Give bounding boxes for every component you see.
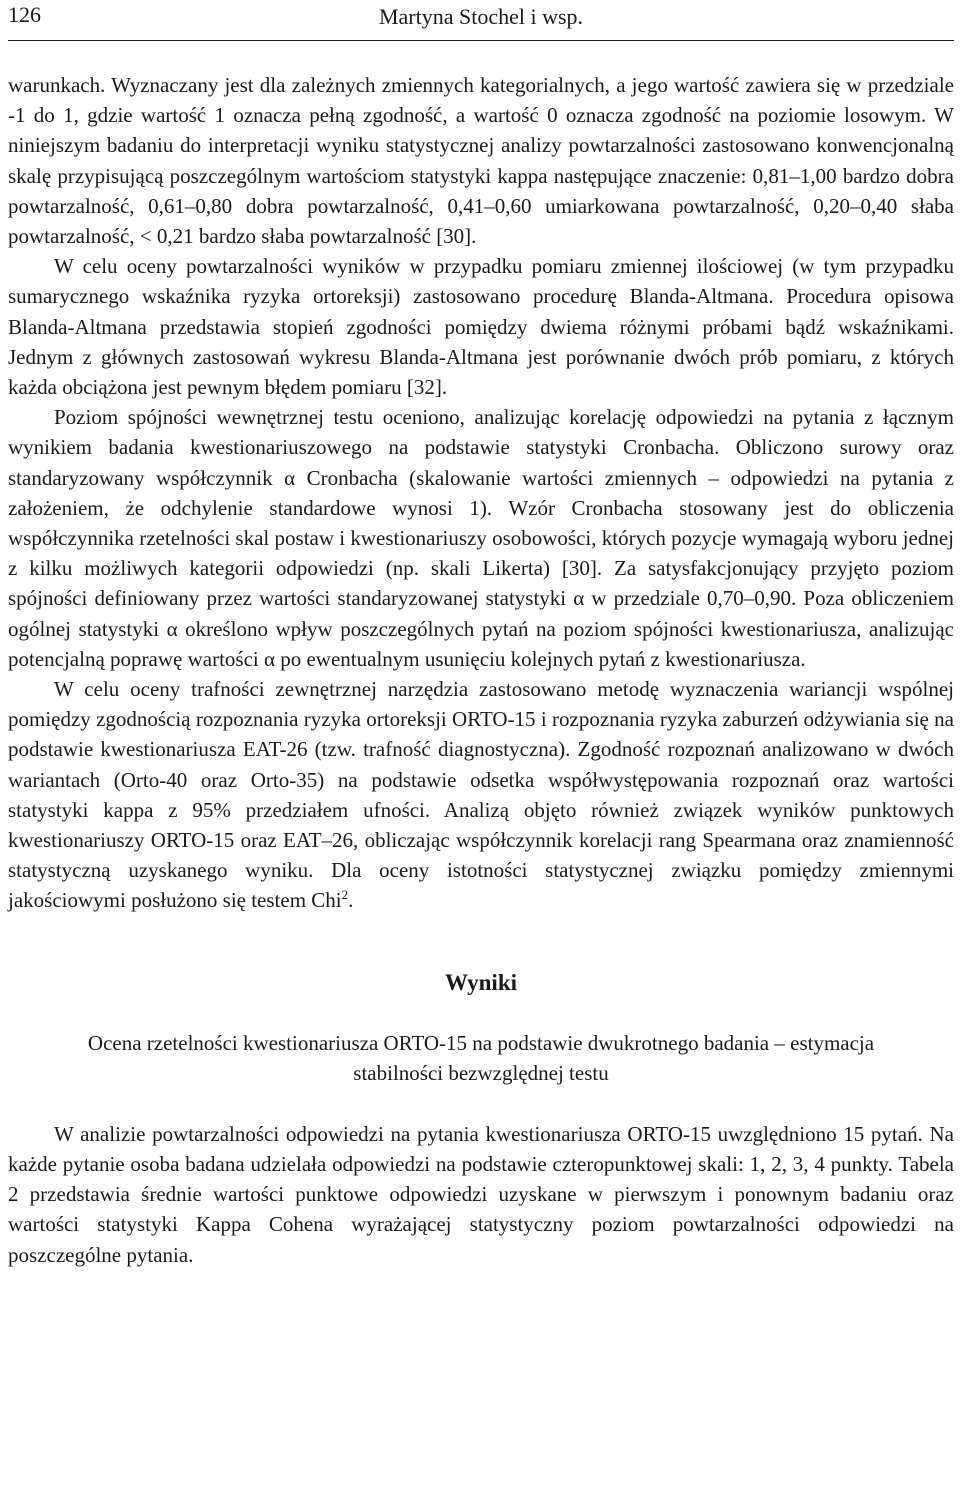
document-page bbox=[8, 0, 954, 1494]
section-heading-results: Wyniki bbox=[444, 969, 517, 995]
results-text bbox=[8, 1119, 954, 1270]
running-title: Martyna Stochel i wsp. bbox=[378, 4, 584, 29]
paragraph-results: W analizie powtarzalności odpowiedzi na pytania kwestionariusza ORTO-15 uwzględniono 15 pytań. Na każde pytanie osoba badana udzielała odpowiedzi na podstawie czteropunktowej skali: 1, 2, 3, 4 punkty. Tabela 2 przedstawia średnie wartości punktowe odpowiedzi uzyskane w pierwszym i ponownym badaniu oraz wartości statystyki Kappa Cohena wyrażającej statystyczny poziom powtarzalności odpowiedzi na poszczególne pytania. bbox=[8, 1121, 954, 1267]
paragraph-external-validity-text: W celu oceny trafności zewnętrznej narzędzia zastosowano metodę wyznaczenia wariancji wspólnej pomiędzy zgodnością rozpoznania ryzyka ortoreksji ORTO-15 i rozpoznania ryzyka zaburzeń odżywiania się na podstawie kwestionariusza EAT-26 (tzw. trafność diagnostyczna). Zgodność rozpoznań analizowano w dwóch wariantach (Orto-40 oraz Orto-35) na podstawie odsetka współwystępowania rozpoznań oraz wartości statystyki kappa z 95% przedziałem ufności. Analizą objęto również związek wyników punktowych kwestionariuszy ORTO-15 oraz EAT–26, obliczając współczynnik korelacji rang Spearmana oraz znamienność statystyczną uzyskanego wyniku. Dla oceny istotności statystycznej związku pomiędzy zmiennymi jakościowymi posłużono się testem Chi bbox=[8, 677, 954, 913]
page-number: 126 bbox=[8, 2, 41, 27]
paragraph-bland-altman: W celu oceny powtarzalności wyników w przypadku pomiaru zmiennej ilościowej (w tym przypadku sumarycznego wskaźnika ryzyka ortoreksji) zastosowano procedurę Blanda-Altmana. Procedura opisowa Blanda-Altmana przedstawia stopień zgodności pomiędzy dwiema różnymi próbami bądź wskaźnikami. Jednym z głównych zastosowań wykresu Blanda-Altmana jest porównanie dwóch prób pomiaru, z których każda obciążona jest pewnym błędem pomiaru [32]. bbox=[8, 254, 954, 400]
subsection-heading: Ocena rzetelności kwestionariusza ORTO-15 na podstawie dwukrotnego badania – estymacja stabilności bezwzględnej testu bbox=[87, 1030, 875, 1085]
running-header bbox=[8, 0, 954, 41]
chi-square-superscript: 2 bbox=[341, 887, 349, 903]
paragraph-end-period: . bbox=[348, 888, 354, 913]
paragraph-cronbach: Poziom spójności wewnętrznej testu oceniono, analizując korelację odpowiedzi na pytania z łącznym wynikiem badania kwestionariuszowego na podstawie statystyki Cronbacha. Obliczono surowy oraz standaryzowany współczynnik α Cronbacha (skalowanie wartości zmiennych – odpowiedzi na pytania z założeniem, że odchylenie standardowe wynosi 1). Wzór Cronbacha stosowany jest do obliczenia współczynnika rzetelności skal postaw i kwestionariuszy osobowości, których pozycje wymagają wyboru jednej z kilku możliwych kategorii odpowiedzi (np. skali Likerta) [30]. Za satysfakcjonujący przyjęto poziom spójności definiowany przez wartości standaryzowanej statystyki α w przedziale 0,70–0,90. Poza obliczeniem ogólnej statystyki α określono wpływ poszczególnych pytań na poziom spójności kwestionariusza, analizując potencjalną poprawę wartości α po ewentualnym usunięciu kolejnych pytań z kwestionariusza. bbox=[8, 405, 954, 671]
paragraph-external-validity bbox=[8, 674, 954, 916]
paragraph-kappa-interpretation: warunkach. Wyznaczany jest dla zależnych zmiennych kategorialnych, a jego wartość zawiera się w przedziale -1 do 1, gdzie wartość 1 oznacza pełną zgodność, a wartość 0 oznacza zgodność na poziomie losowym. W niniejszym badaniu do interpretacji wyniku statystycznej analizy powtarzalności zastosowano konwencjonalną skalę przypisującą poszczególnym wartościom statystyki kappa następujące znaczenie: 0,81–1,00 bardzo dobra powtarzalność, 0,61–0,80 dobra powtarzalność, 0,41–0,60 umiarkowana powtarzalność, 0,20–0,40 słaba powtarzalność, < 0,21 bardzo słaba powtarzalność [30]. bbox=[8, 73, 954, 249]
methods-text bbox=[8, 70, 954, 916]
